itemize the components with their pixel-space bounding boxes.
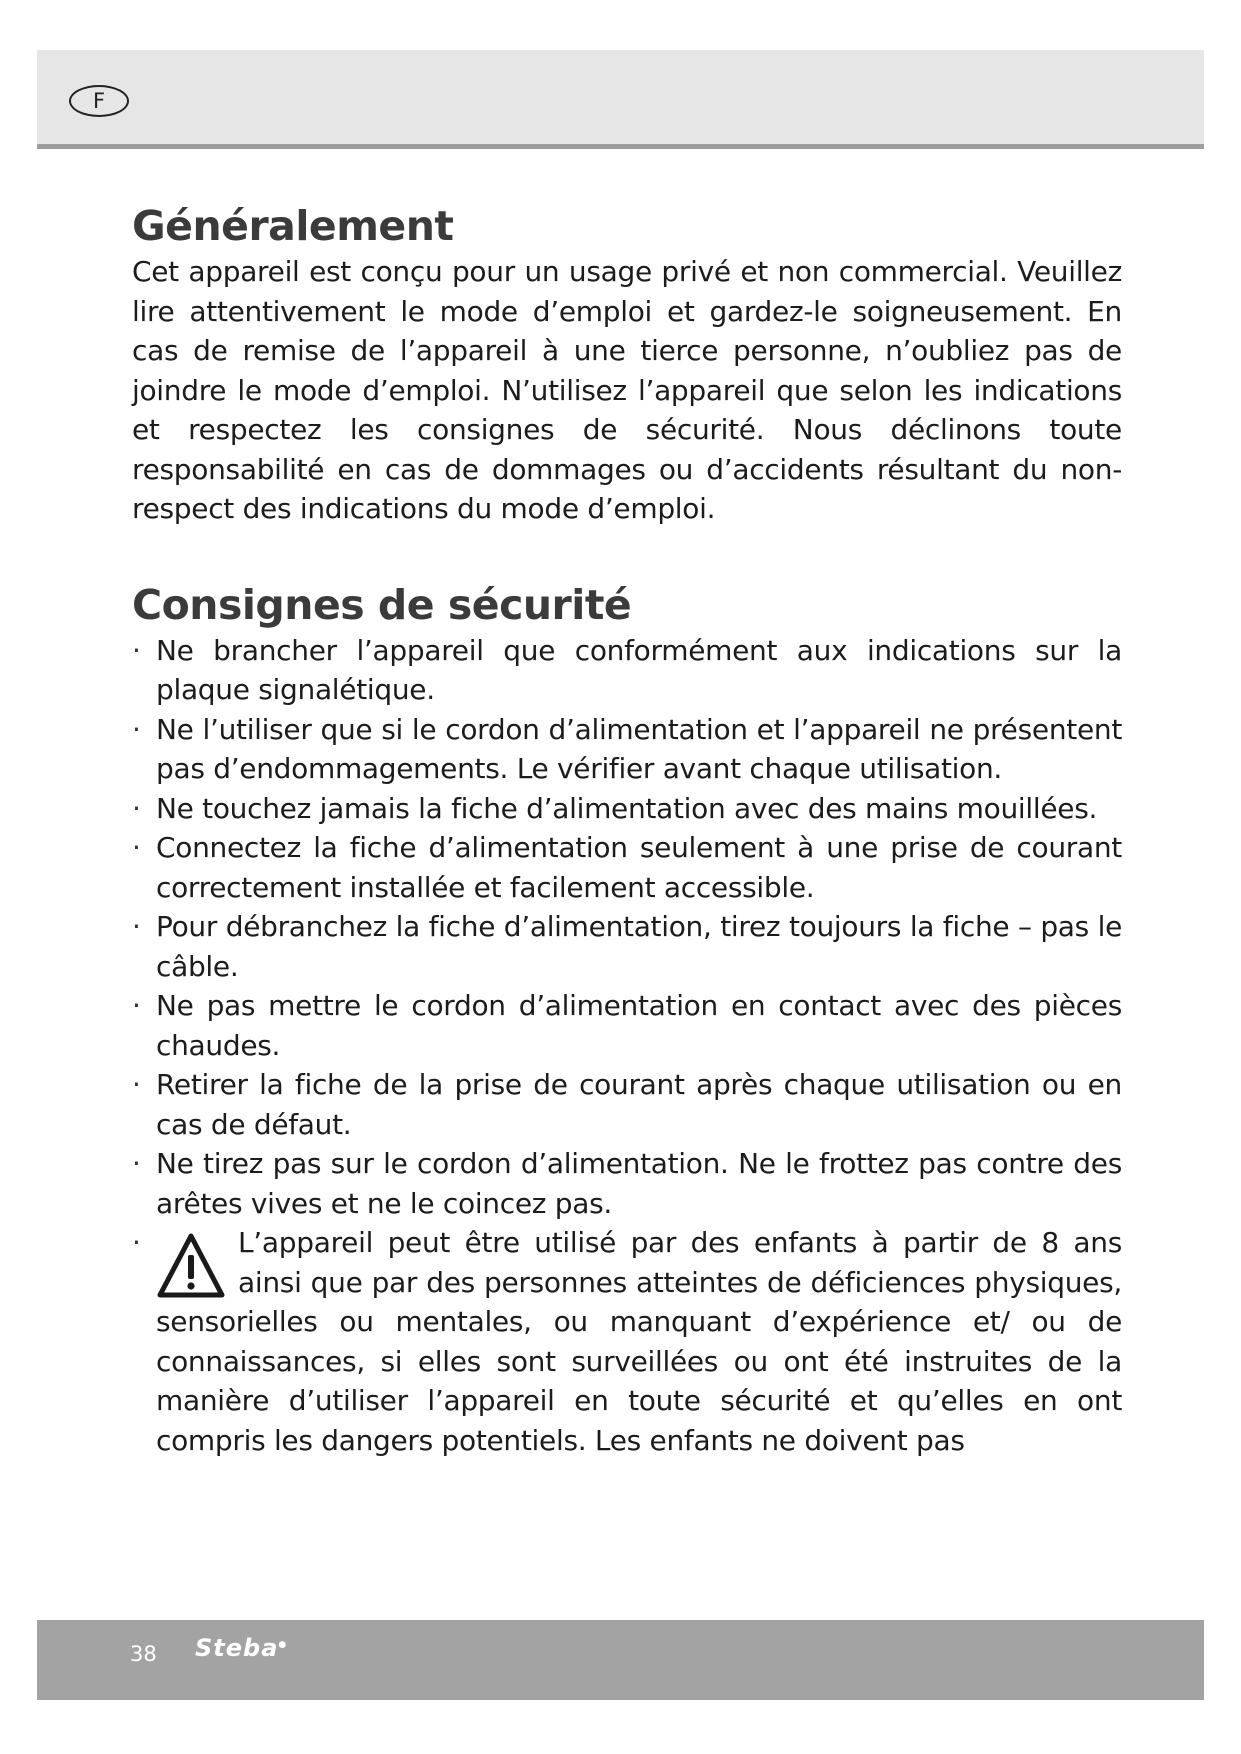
bullet-icon: · — [132, 633, 141, 667]
list-item-text: Ne touchez jamais la fiche d’alimentation avec des mains mouillées. — [156, 791, 1098, 825]
list-item — [132, 710, 1122, 789]
list-item-text: Retirer la fiche de la prise de courant après chaque utilisation ou en cas de défaut. — [156, 1068, 1122, 1141]
list-item — [132, 828, 1122, 907]
header-bar — [37, 50, 1204, 149]
list-item-text: Ne l’utiliser que si le cordon d’alimentation et l’appareil ne présentent pas d’endommagements. Le vérifier avant chaque utilisation. — [156, 712, 1122, 785]
bullet-icon: · — [132, 712, 141, 746]
list-item-warning — [132, 1223, 1122, 1460]
bullet-icon: · — [132, 1068, 141, 1101]
bullet-icon: · — [132, 831, 141, 864]
page-content — [132, 200, 1122, 1460]
language-badge: F — [69, 85, 129, 117]
list-item — [132, 986, 1122, 1065]
list-item — [132, 1144, 1122, 1223]
list-item-text: Pour débranchez la fiche d’alimentation, tirez toujours la fiche – pas le câble. — [156, 910, 1122, 983]
section-title-safety: Consignes de sécurité — [132, 580, 632, 629]
list-item — [132, 789, 1122, 829]
list-item — [132, 1065, 1122, 1144]
bullet-icon: · — [132, 910, 141, 943]
list-item-text: Connectez la fiche d’alimentation seulement à une prise de courant correctement installée et facilement accessible. — [156, 831, 1122, 904]
brand-logo: Steba● — [195, 1634, 288, 1662]
list-item-text: Ne tirez pas sur le cordon d’alimentation. Ne le frottez pas contre des arêtes vives et ne le coincez pas. — [156, 1147, 1122, 1220]
footer-bar — [37, 1620, 1204, 1700]
bullet-icon: · — [132, 1147, 141, 1180]
bullet-icon: · — [132, 1226, 141, 1259]
list-item-text: Ne pas mettre le cordon d’alimentation en contact avec des pièces chaudes. — [156, 989, 1122, 1062]
warning-triangle-icon — [156, 1231, 226, 1301]
list-item — [132, 631, 1122, 710]
safety-list — [132, 631, 1122, 1461]
bullet-icon: · — [132, 989, 141, 1022]
warning-item-text: L’appareil peut être utilisé par des enfants à partir de 8 ans ainsi que par des personnes atteintes de déficiences physiques, sensorielles ou mentales, ou manquant d’expérience et/ ou de connaissances, si elles sont surveillées ou ont été instruites de la manière d’utiliser l’appareil en toute sécurité et qu’elles en ont compris les dangers potentiels. Les enfants ne doivent pas — [156, 1226, 1122, 1457]
list-item-text: Ne brancher l’appareil que conformément aux indications sur la plaque signalétique. — [156, 633, 1122, 706]
page-number: 38 — [130, 1642, 157, 1666]
general-paragraph: Cet appareil est conçu pour un usage privé et non commercial. Veuillez lire attentivement le mode d’emploi et gardez-le soigneusement. En cas de remise de l’appareil à une tierce personne, n’oubliez pas de joindre le mode d’emploi. N’utilisez l’appareil que selon les indications et respectez les consignes de sécurité. Nous déclinons toute responsabilité en cas de dommages ou d’accidents résultant du non-respect des indications du mode d’emploi. — [132, 255, 1122, 525]
list-item — [132, 907, 1122, 986]
bullet-icon: · — [132, 791, 141, 825]
section-title-general: Généralement — [132, 202, 454, 250]
